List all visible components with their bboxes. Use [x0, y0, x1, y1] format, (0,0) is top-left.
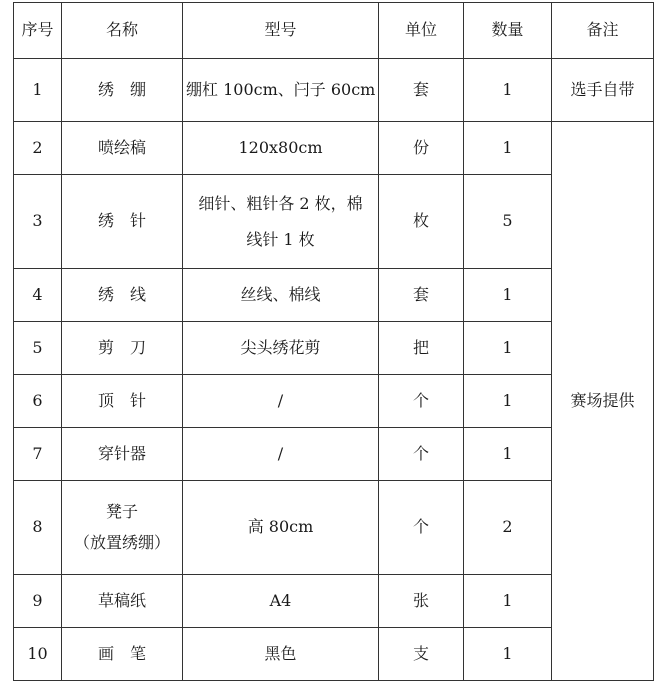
cell-name: 画 笔 — [62, 628, 183, 681]
header-index: 序号 — [14, 3, 62, 59]
cell-model: 高 80cm — [183, 481, 379, 575]
cell-quantity: 1 — [464, 269, 552, 322]
header-model: 型号 — [183, 3, 379, 59]
header-unit: 单位 — [379, 3, 464, 59]
cell-unit: 支 — [379, 628, 464, 681]
cell-quantity: 1 — [464, 322, 552, 375]
equipment-table — [13, 2, 654, 681]
cell-name: 绣 绷 — [62, 59, 183, 122]
cell-model: / — [183, 375, 379, 428]
cell-name: 草稿纸 — [62, 575, 183, 628]
cell-model: 120x80cm — [183, 122, 379, 175]
cell-quantity: 1 — [464, 428, 552, 481]
cell-model: A4 — [183, 575, 379, 628]
remark-venue-provided: 赛场提供 — [552, 122, 654, 681]
cell-model: 绷杠 100cm、闩子 60cm — [183, 59, 379, 122]
cell-model: / — [183, 428, 379, 481]
cell-index: 1 — [14, 59, 62, 122]
remark-player-provided: 选手自带 — [552, 59, 654, 122]
cell-index: 5 — [14, 322, 62, 375]
cell-name: 凳子 （放置绣绷） — [62, 481, 183, 575]
header-row — [14, 3, 654, 59]
cell-quantity: 2 — [464, 481, 552, 575]
cell-name: 剪 刀 — [62, 322, 183, 375]
cell-index: 6 — [14, 375, 62, 428]
cell-unit: 套 — [379, 59, 464, 122]
cell-index: 10 — [14, 628, 62, 681]
cell-unit: 个 — [379, 375, 464, 428]
cell-index: 3 — [14, 175, 62, 269]
cell-model: 丝线、棉线 — [183, 269, 379, 322]
cell-quantity: 1 — [464, 59, 552, 122]
cell-unit: 个 — [379, 428, 464, 481]
cell-name: 喷绘稿 — [62, 122, 183, 175]
table-row — [14, 122, 654, 175]
header-name: 名称 — [62, 3, 183, 59]
cell-name: 顶 针 — [62, 375, 183, 428]
cell-unit: 份 — [379, 122, 464, 175]
table-row — [14, 59, 654, 122]
cell-name: 穿针器 — [62, 428, 183, 481]
cell-index: 7 — [14, 428, 62, 481]
cell-unit: 张 — [379, 575, 464, 628]
cell-index: 8 — [14, 481, 62, 575]
cell-unit: 把 — [379, 322, 464, 375]
cell-quantity: 1 — [464, 628, 552, 681]
cell-name: 绣 针 — [62, 175, 183, 269]
cell-model: 细针、粗针各 2 枚，棉 线针 1 枚 — [183, 175, 379, 269]
cell-quantity: 1 — [464, 122, 552, 175]
cell-quantity: 1 — [464, 575, 552, 628]
cell-model: 尖头绣花剪 — [183, 322, 379, 375]
cell-name: 绣 线 — [62, 269, 183, 322]
cell-model: 黑色 — [183, 628, 379, 681]
cell-unit: 套 — [379, 269, 464, 322]
cell-unit: 枚 — [379, 175, 464, 269]
cell-index: 9 — [14, 575, 62, 628]
cell-quantity: 1 — [464, 375, 552, 428]
cell-index: 4 — [14, 269, 62, 322]
cell-index: 2 — [14, 122, 62, 175]
header-remark: 备注 — [552, 3, 654, 59]
cell-unit: 个 — [379, 481, 464, 575]
header-quantity: 数量 — [464, 3, 552, 59]
cell-quantity: 5 — [464, 175, 552, 269]
